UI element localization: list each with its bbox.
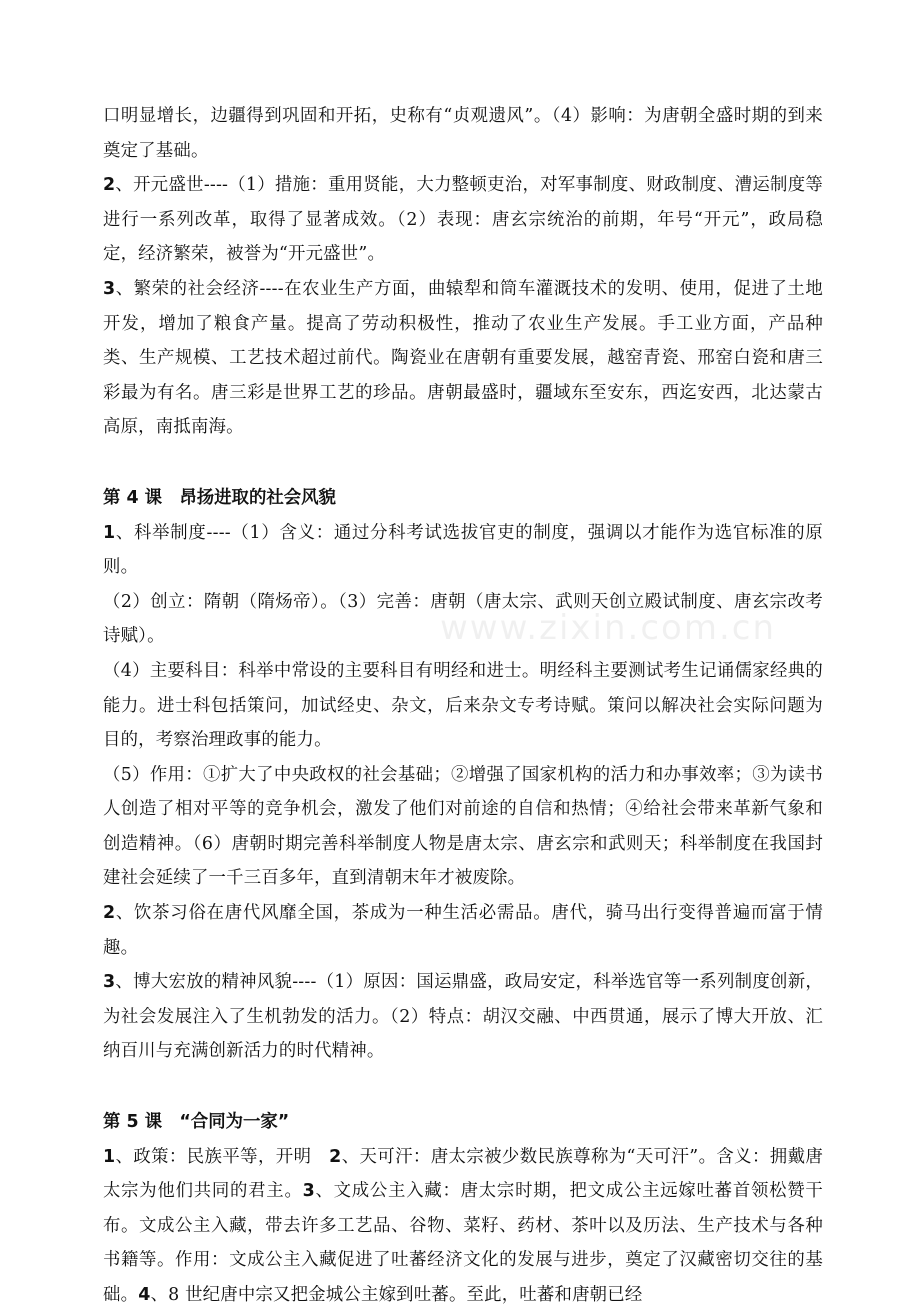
paragraph-text: 、饮茶习俗在唐代风靡全国，茶成为一种生活必需品。唐代，骑马出行变得普遍而富于情趣。 (103, 903, 823, 958)
paragraph-tea (103, 896, 823, 965)
paragraph-keju-founding: （2）创立：隋朝（隋炀帝）。（3）完善：唐朝（唐太宗、武则天创立殿试制度、唐玄宗改考诗赋）。 (103, 591, 823, 647)
item-number: 1 (103, 522, 116, 543)
paragraph-economy (103, 272, 823, 445)
item-number: 2 (329, 1146, 342, 1167)
item-number: 3 (302, 1181, 315, 1202)
section-gap (103, 445, 823, 481)
section-gap (103, 1069, 823, 1105)
item-number: 2 (103, 903, 116, 924)
lesson-5-heading: 第 5 课 “合同为一家” (103, 1112, 290, 1133)
paragraph-keju (103, 516, 823, 585)
item-number: 3 (103, 972, 116, 993)
paragraph-ethnic-policy (103, 1140, 823, 1313)
paragraph-text: 、开元盛世----（1）措施：重用贤能，大力整顿吏治，对军事制度、财政制度、漕运制度等进行一系列改革，取得了显著成效。（2）表现：唐玄宗统治的前期，年号“开元”，政局稳定，经济繁荣，被誉为“开元盛世”。 (103, 175, 823, 265)
item-number: 3 (103, 278, 116, 299)
paragraph-text: 、8 世纪唐中宗又把金城公主嫁到吐蕃。至此，吐蕃和唐朝已经 (150, 1285, 643, 1305)
item-number: 1 (103, 1146, 116, 1167)
paragraph-keju-subjects: （4）主要科目：科举中常设的主要科目有明经和进士。明经科主要测试考生记诵儒家经典的能力。进士科包括策问，加试经史、杂文，后来杂文专考诗赋。策问以解决社会实际问题为目的，考察治理政事的能力。 (103, 660, 823, 751)
paragraph-kaiyuan (103, 168, 823, 272)
paragraph-text: 口明显增长，边疆得到巩固和开拓，史称有“贞观遗风”。（4）影响：为唐朝全盛时期的到来奠定了基础。 (103, 106, 823, 161)
paragraph-text: 、政策：民族平等，开明 (115, 1146, 330, 1167)
paragraph-text: 、科举制度----（1）含义：通过分科考试选拔官吏的制度，强调以才能作为选官标准的原则。 (103, 522, 823, 578)
paragraph-keju-effects: （5）作用：①扩大了中央政权的社会基础；②增强了国家机构的活力和办事效率；③为读书人创造了相对平等的竞争机会，激发了他们对前途的自信和热情；④给社会带来革新气象和创造精神。（6）唐朝时期完善科举制度人物是唐太宗、唐玄宗和武则天；科举制度在我国封建社会延续了一千三百多年，直到清朝末年才被废除。 (103, 764, 823, 889)
watermark: www.zixin.com.cn (440, 608, 776, 648)
lesson-4-heading: 第 4 课 昂扬进取的社会风貌 (103, 487, 336, 508)
paragraph-spirit (103, 965, 823, 1069)
paragraph-text: 、博大宏放的精神风貌----（1）原因：国运鼎盛，政局安定，科举选官等一系列制度创新，为社会发展注入了生机勃发的活力。（2）特点：胡汉交融、中西贯通，展示了博大开放、汇纳百川与充满创新活力的时代精神。 (103, 972, 823, 1062)
paragraph-text: 、天可汗：唐太宗被少数民族尊称为“天可汗”。含义：拥戴唐太宗为他们共同的君主。 (103, 1146, 823, 1202)
paragraph-text: 、繁荣的社会经济----在农业生产方面，曲辕犁和筒车灌溉技术的发明、使用，促进了土地开发，增加了粮食产量。提高了劳动积极性，推动了农业生产发展。手工业方面，产品种类、生产规模、工艺技术超过前代。陶瓷业在唐朝有重要发展，越窑青瓷、邢窑白瓷和唐三彩最为有名。唐三彩是世界工艺的珍品。唐朝最盛时，疆域东至安东，西迄安西，北达蒙古高原，南抵南海。 (103, 278, 823, 438)
paragraph-text: 、文成公主入藏：唐太宗时期，把文成公主远嫁吐蕃首领松赞干布。文成公主入藏，带去许多工艺品、谷物、菜籽、药材、茶叶以及历法、生产技术与各种书籍等。作用：文成公主入藏促进了吐蕃经济文化的发展与进步，奠定了汉藏密切交往的基础。 (103, 1181, 823, 1305)
item-number: 4 (138, 1285, 151, 1305)
paragraph-1 (103, 99, 823, 168)
document-page (103, 99, 823, 1313)
item-number: 2 (103, 175, 116, 196)
